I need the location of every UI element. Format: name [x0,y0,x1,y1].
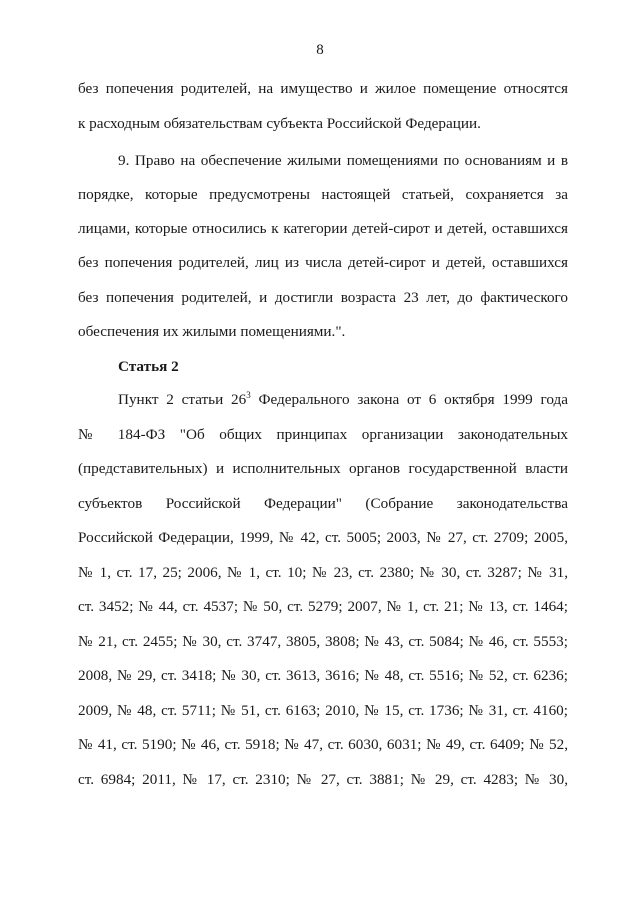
article-2-start [118,390,568,410]
text-line: 2008, № 29, ст. 3418; № 30, ст. 3613, 3616; № 48, ст. 5516; № 52, ст. 6236; [78,667,568,684]
text-line: (представительных) и исполнительных органов государственной власти [78,460,568,477]
text-line: № 41, ст. 5190; № 46, ст. 5918; № 47, ст. 6030, 6031; № 49, ст. 6409; № 52, [78,736,568,753]
paragraph-9-start: 9. Право на обеспечение жилыми помещениями по основаниям и в [118,152,568,169]
text-line: № 184-ФЗ "Об общих принципах организации законодательных [78,426,568,443]
text-line: субъектов Российской Федерации" (Собрание законодательства [78,495,568,512]
text-line: № 1, ст. 17, 25; 2006, № 1, ст. 10; № 23, ст. 2380; № 30, ст. 3287; № 31, [78,564,568,581]
text-line: порядке, которые предусмотрены настоящей статьей, сохраняется за [78,186,568,203]
text-fragment: Федерального закона от 6 октября 1999 года [258,391,569,408]
text-fragment: Пункт 2 статьи 26 [118,391,247,408]
text-line: без попечения родителей, и достигли возраста 23 лет, до фактического [78,289,568,306]
text-line: 2009, № 48, ст. 5711; № 51, ст. 6163; 2010, № 15, ст. 1736; № 31, ст. 4160; [78,702,568,719]
page-number: 8 [316,42,324,58]
text-line: без попечения родителей, на имущество и жилое помещение относятся [78,80,568,97]
text-line: ст. 6984; 2011, № 17, ст. 2310; № 27, ст. 3881; № 29, ст. 4283; № 30, [78,771,568,788]
text-line: ст. 3452; № 44, ст. 4537; № 50, ст. 5279; 2007, № 1, ст. 21; № 13, ст. 1464; [78,598,568,615]
text-line: к расходным обязательствам субъекта Российской Федерации. [78,115,481,132]
text-line: обеспечения их жилыми помещениями.". [78,323,346,340]
article-heading: Статья 2 [118,358,179,375]
superscript: 3 [246,390,251,400]
text-line: Российской Федерации, 1999, № 42, ст. 5005; 2003, № 27, ст. 2709; 2005, [78,529,568,546]
text-line: № 21, ст. 2455; № 30, ст. 3747, 3805, 3808; № 43, ст. 5084; № 46, ст. 5553; [78,633,568,650]
text-line: лицами, которые относились к категории детей-сирот и детей, оставшихся [78,220,568,237]
text-line: без попечения родителей, лиц из числа детей-сирот и детей, оставшихся [78,254,568,271]
